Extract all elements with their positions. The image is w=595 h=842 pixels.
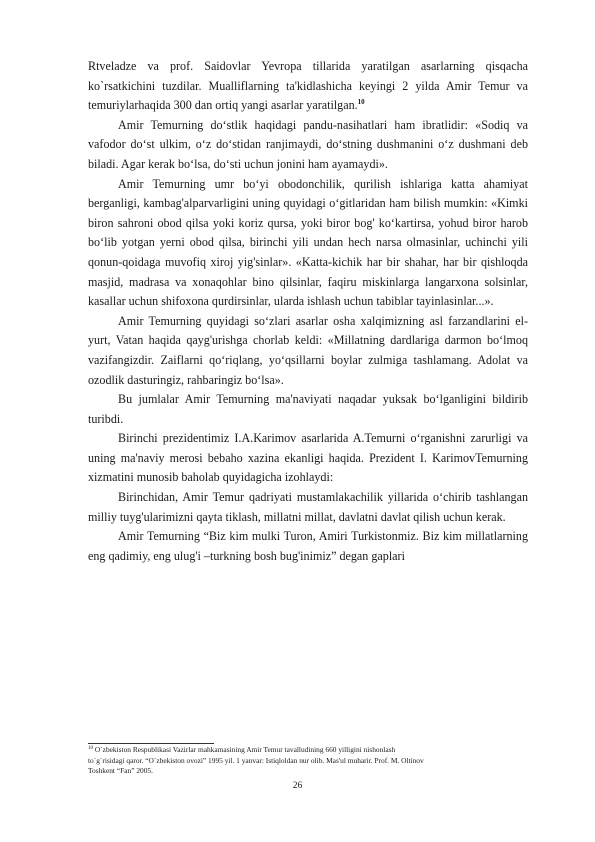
paragraph-3: Amir Temurning umr bo‘yi obodonchilik, qurilish ishlariga katta ahamiyat berganligi, kambag'alparvarligini uning quyidagi o‘gitlaridan ham bilish mumkin: «Kimki biron sahroni obod qilsa yoki koriz qursa, yoki biror bog' ko‘kartirsa, yohud biror harob bo‘lib yotgan yerni obod qilsa, birinchi yili undan hech narsa olmasinlar, uchinchi yili qonun-qoidaga muvofiq xiroj yig'sinlar». «Katta-kichik har bir shahar, har bir qishloqda masjid, madrasa va xonaqohlar bino qilsinlar, faqiru miskinlarga langarxona solsinlar, kasallar uchun shifoxona qurdirsinlar, ularda ishlash uchun tabiblar tayinlasinlar...». — [88, 176, 528, 309]
paragraph-2: Amir Temurning do‘stlik haqidagi pandu-nasihatlari ham ibratlidir: «Sodiq va vafodor do‘st ulkim, o‘z do‘stidan ranjimaydi, do‘stning dushmanini o‘z dushmani deb biladi. Agar kerak bo‘lsa, do‘sti uchun jonini ham ayamaydi». — [88, 117, 528, 171]
footnote-line-3: Toshkent “Fan” 2005. — [88, 766, 153, 776]
body-text — [88, 57, 528, 566]
paragraph-4: Amir Temurning quyidagi so‘zlari asarlar osha xalqimizning asl farzandlarini el-yurt, Vatan haqida qayg'urishga chorlab keldi: «Millatning dardlariga darmon bo‘lmoq vazifangizdir. Zaiflarni qo‘riqlang, yo‘qsillarni boylar zulmiga tashlamang. Adolat va ozodlik dasturingiz, rahbaringiz bo‘lsa». — [88, 313, 528, 387]
paragraph-6: Birinchi prezidentimiz I.A.Karimov asarlarida A.Temurni o‘rganishni zarurligi va uning ma'naviy merosi bebaho xazina ekanligi haqida. Prezident I. KarimovTemurning xizmatini munosib baholab quyidagicha izohlaydi: — [88, 431, 528, 485]
footnote-line-1: $^{10}$ O`zbekiston Respublikasi Vazirlar mahkamasining Amir Temur tavalludining 660 yilligini nishonlash — [88, 745, 396, 754]
footnote — [88, 745, 528, 777]
footnote-reference: 10 — [357, 98, 365, 107]
page-number: 26 — [292, 781, 303, 791]
footnote-separator — [88, 743, 214, 744]
paragraph-8: Amir Temurning “Biz kim mulki Turon, Amiri Turkistonmiz. Biz kim millatlarning eng qadimiy, eng ulug'i –turkning bosh bug'inimiz” degan gaplari — [88, 529, 528, 563]
paragraph-5: Bu jumlalar Amir Temurning ma'naviyati naqadar yuksak bo‘lganligini bildirib turibdi. — [88, 392, 528, 426]
paragraph-7: Birinchidan, Amir Temur qadriyati mustamlakachilik yillarida o‘chirib tashlangan milliy tuyg'ularimizni qayta tiklash, millatni millat, davlatni davlat qilish uchun kerak. — [88, 490, 528, 524]
footnote-number: 10 — [88, 746, 93, 751]
paragraph-1: Rtveladze va prof. Saidovlar Yevropa tillarida yaratilgan asarlarning qisqacha ko`rsatkichini tuzdilar. Mualliflarning ta'kidlashicha keyingi 2 yilda Amir Temur va temuriylarhaqida 300 dan ortiq yangi asarlar yaratilgan.$^{10}$ — [88, 59, 528, 113]
footnote-line-2: to`g`risidagi qaror. “O`zbekiston ovozi” 1995 yil. 1 yanvar: Istiqloldan nur olib. Mas'ul muharir. Prof. M. Oltinov — [88, 755, 424, 765]
